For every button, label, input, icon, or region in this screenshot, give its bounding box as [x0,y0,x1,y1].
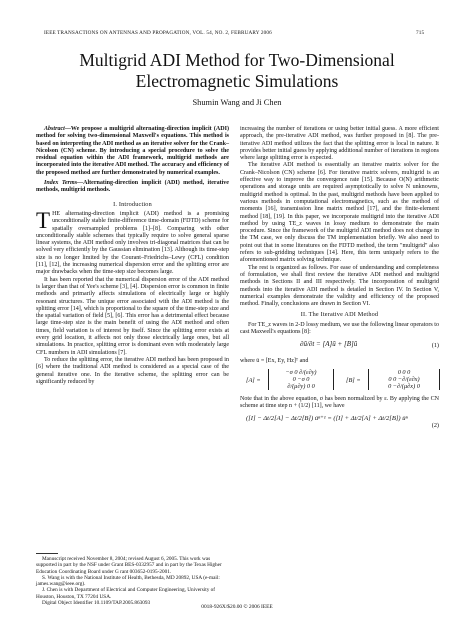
footnote-rule [36,553,58,554]
intro-paragraph-2: It has been reported that the numerical dispersion error of the ADI method is larger than that of Yee's scheme [3], [4]. Dispersion error is common in finite methods and primarily affects simulations of electrically large or highly resonant structures. The unique error associated with the ADI method is the splitting error [14], which is proportional to the square of the time-step size and the spatial variation of field [5], [6]. This error has a detrimental effect because large time-step size is the main benefit of using the ADI method and often times, field variation is of interest by itself. Since the splitting error exists at every grid location, it affects not only those electrically large ones, but all simulations. In practice, splitting error is dominant even with moderately large CFL numbers in ADI simulations [7]. [36,276,229,356]
copyright-footer: 0018-926X/$20.00 © 2006 IEEE [201,604,273,610]
right-column [240,126,439,430]
equation-1-body: ∂ū/∂t = [A]ū + [B]ū [300,340,358,349]
intro-paragraph-1 [36,207,229,277]
where-clause: where ū = [Ex, Ey, Hz]ᵀ and [240,358,309,365]
footnote-chen: J. Chen is with Department of Electrical and Computer Engineering, University of Houston, Houston, TX 77204 USA. [36,587,216,600]
index-terms-text: Alternating-direction implicit (ADI) method, iterative methods, multigrid methods. [36,180,229,194]
footnote-doi: Digital Object Identifier 10.1109/TAP.2005.863093 [42,600,151,607]
index-terms [36,180,229,195]
matrix-a-row: ∂/(μ∂y) 0 0 [287,382,315,390]
matrix-b-row: 0 −∂/(μ∂x) 0 [388,382,420,390]
right-paragraph-2: The iterative ADI method is essentially an iterative matrix solver for the Crank–Nicolson (CN) scheme [6]. For iterative matrix solvers, multigrid is an effective way to improve the convergence rate [15]. Because O(N) arithmetic operations and storage units are required asymptotically to solve N unknowns, multigrid method is optimal. In the past, multigrid methods have been applied to various methods in computational electromagnetics, such as the method of moments [16], transmission line matrix method [17], and the finite-element method [18], [19]. In this paper, we incorporate multigrid into the iterative ADI method by using TE_z waves in lossy medium to demonstrate the main procedure. Since the framework of the multigrid ADI method does not change in the TM case, we only discuss the TM implementation briefly. We also need to point out that in some literatures on the FDTD method, the term "multigrid" also refers to sub-gridding techniques [14]. Here, this term uniquely refers to the aforementioned matrix solving technique. [240,162,439,264]
matrix-a-row: −σ 0 ∂/(ε∂y) [285,368,317,376]
matrix-b [368,369,440,390]
paper-title-line1: Multigrid ADI Method for Two-Dimensional [79,50,395,70]
section-1-title: I. Introduction [113,200,152,208]
abstract [36,126,229,177]
intro-paragraph-3: To reduce the splitting error, the iterative ADI method has been proposed in [6] where the traditional ADI method is considered as a special case of the general iterative one. In the iterative scheme, the splitting error can be significantly reduced by [36,356,229,385]
matrix-b-row: 0 0 0 [397,368,411,376]
matrix-a-row: 0 −σ 0 [292,375,310,383]
equation-2 [240,410,439,430]
footnotes [36,556,229,606]
intro-p1-text: HE alternating-direction implicit (ADI) method is a promising unconditionally stable finite-difference time-domain (FDTD) scheme for spatially oversampled problems [1]–[8]. Comparing with other unconditionally stable schemes that typically require to solve general sparse linear systems, the ADI method only involves tri-diagonal matrices that can be solved very efficiently by the Gaussian elimination [13]. Although its time-step size is no longer limited by the Courant–Friedrichs–Lewy (CFL) condition [11], [12], the increasing numerical dispersion error and the splitting error are major drawbacks when the time-step size becomes large. [36,210,229,276]
drop-cap: T [36,207,51,233]
right-paragraph-3: The rest is organized as follows. For ease of understanding and completeness of formulation, we shall first review the iterative ADI method and multigrid methods in Sections II and III respectively. The incorporation of multigrid methods into the iterative ADI method is detailed in Section IV. In Section V, numerical examples demonstrate the validity and efficiency of the proposed method. Finally, conclusions are drawn in Section VI. [240,264,439,308]
equation-1 [240,336,439,358]
section-2-title: II. The Iterative ADI Method [300,311,379,319]
right-paragraph-4: For TE_z waves in 2-D lossy medium, we use the following linear operators to cast Maxwell's equations [8]: [240,321,439,336]
equation-1-number: (1) [431,342,439,350]
right-paragraph-1: increasing the number of iterations or using better initial guess. A more efficient approach, the pre-iterative ADI method, was further proposed in [8]. The pre-iterative ADI method utilizes the fact that the splitting error is local in nature. It provides better initial guess by applying additional number of iterations in regions where large splitting error is expected. [240,126,439,162]
abstract-label: Abstract— [44,126,71,132]
authors: Shumin Wang and Ji Chen [192,98,282,107]
operator-matrices [246,368,439,394]
matrix-a [268,369,334,390]
page-number: 715 [416,30,425,36]
matrix-b-label: [B] = [346,376,361,384]
footnote-manuscript: Manuscript received November 8, 2004; revised August 6, 2005. This work was supported in part by the NSF under Grant BES-0332957 and in part by the Texas Higher Education Coordinating Board under G rant 003652-0195-2001. [36,556,222,575]
matrix-a-label: [A] = [246,376,261,384]
journal-header: IEEE TRANSACTIONS ON ANTENNAS AND PROPAGATION, VOL. 54, NO. 2, FEBRUARY 2006 [44,30,272,36]
equation-2-body: ([I] − Δt/2[A] − Δt/2[B]) ūⁿ⁺¹ = ([I] + Δt/2[A] + Δt/2[B]) ūⁿ [246,415,408,423]
index-terms-label: Index Terms— [44,180,84,187]
footnote-wang: S. Wang is with the National Institute of Health, Bethesda, MD 20892, USA (e-mail: james.wang@ieee.org). [36,574,220,588]
left-column [36,126,229,386]
abstract-text: We propose a multigrid alternating-direction implicit (ADI) method for solving two-dimensional Maxwell's equations. This method is based on interpreting the ADI method as an iterative solver for the Crank–Nicolson (CN) scheme. By introducing a special procedure to solve the residual equation within the ADI framework, multigrid methods are incorporated into the iterative ADI method. The accuracy and efficiency of the proposed method are further demonstrated by numerical examples. [36,126,229,176]
paper-title-line2: Electromagnetic Simulations [135,71,339,91]
equation-2-number: (2) [431,422,439,430]
right-paragraph-5: Note that in the above equation, σ has been normalized by ε. By applying the CN scheme at time step n + (1/2) [11], we have [240,395,439,409]
matrix-b-row: 0 0 −∂/(ε∂x) [388,375,420,383]
